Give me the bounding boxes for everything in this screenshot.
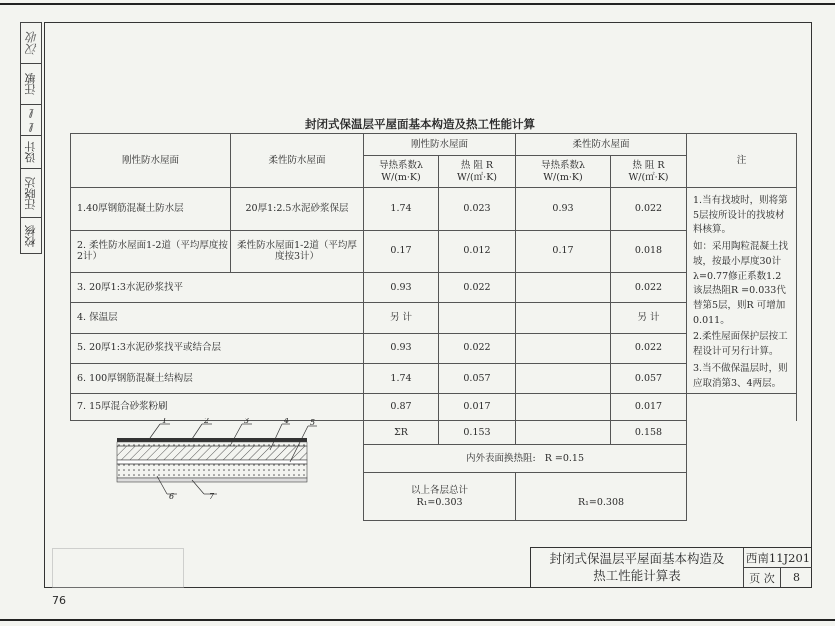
roof-section-diagram (112, 418, 322, 500)
drawing-name: 封闭式保温层平屋面基本构造及 热工性能计算表 (531, 548, 744, 587)
layer-5 (117, 460, 307, 464)
header-rigid: 刚性防水屋面 (71, 134, 231, 188)
header-flexible-group: 柔性防水屋面 (516, 134, 687, 156)
total-flexible: R₁=0.308 (577, 496, 625, 508)
label-6: 6 (169, 492, 175, 500)
header-lambda-rigid: 导热系数λ W/(m·K) (364, 156, 439, 188)
strip-item-wangmin: 汪敏 (21, 64, 41, 105)
label-7: 7 (209, 492, 215, 500)
notes-cell (687, 188, 797, 394)
surface-label: 内外表面换热阻: (465, 452, 536, 464)
layer-6 (117, 464, 307, 478)
label-3: 3 (244, 418, 250, 425)
strip-item-check: 校核 (24, 224, 37, 247)
table-row: 4. 保温层 另 计 另 计 (71, 303, 797, 333)
table-row: 7. 15厚混合砂浆粉刷 0.87 0.017 0.017 (71, 394, 797, 421)
header-r-flexible: 热 阻 R W/(㎡·K) (611, 156, 687, 188)
label-1: 1 (162, 418, 168, 425)
approval-strip (20, 22, 42, 254)
header-lambda-flexible: 导热系数λ W/(m·K) (516, 156, 611, 188)
table-row: 3. 20厚1:3水泥砂浆找平 0.93 0.022 0.022 (71, 273, 797, 303)
total-rigid: R₁=0.303 (416, 496, 463, 508)
table-row: 2. 柔性防水屋面1-2道（平均厚度按2计） 柔性防水屋面1-2道（平均厚度按3计） 0.17 0.012 0.17 0.018 (71, 230, 797, 273)
label-2: 2 (204, 418, 210, 425)
label-4: 4 (284, 418, 290, 425)
title-block (530, 547, 812, 588)
table-row: 5. 20厚1:3水泥砂浆找平或结合层 0.93 0.022 0.022 (71, 333, 797, 363)
header-row-1 (71, 134, 797, 156)
header-note: 注 (687, 134, 797, 188)
atlas-code: 西南11J201 (744, 548, 812, 568)
table-row: 6. 100厚钢筋混凝土结构层 1.74 0.057 0.057 (71, 364, 797, 394)
strip-item-design: 设计 (21, 136, 41, 169)
top-rule (0, 3, 835, 5)
faded-stamp (52, 548, 184, 588)
note-2: 2.柔性屋面保护层按工程设计可另行计算。 (693, 331, 788, 358)
surface-value: R =0.15 (544, 452, 585, 464)
header-r-rigid: 热 阻 R W/(㎡·K) (439, 156, 516, 188)
sum-row: ΣR 0.153 0.158 (71, 421, 797, 445)
layer-insulation (117, 446, 307, 460)
note-3: 3.当不做保温层时，则应取消第3、4两层。 (693, 362, 788, 389)
layer-7 (117, 478, 307, 482)
page-number: 76 (52, 594, 66, 607)
label-5: 5 (310, 418, 316, 427)
header-flexible: 柔性防水屋面 (231, 134, 364, 188)
note-1-example: 如：采用陶粒混凝土找坡，按最小厚度30计λ=0.77修正系数1.2该层热阻R =0.033代替第5层，则R 可增加0.011。 (693, 241, 789, 326)
total-label: 以上各层总计 (410, 484, 468, 496)
page-value: 8 (793, 571, 800, 584)
table-title: 封闭式保温层平屋面基本构造及热工性能计算 (305, 117, 535, 131)
page-label: 页 次 (744, 568, 781, 587)
signature-2: ℓℓ (21, 105, 41, 136)
layer-1 (117, 438, 307, 442)
signature-1: 汉收 (21, 23, 41, 64)
strip-item-wangxiaoda: 汪晓达 (21, 169, 41, 218)
header-rigid-group: 刚性防水屋面 (364, 134, 516, 156)
layer-2 (117, 442, 307, 446)
table-row: 1.40厚钢筋混凝土防水层 20厚1:2.5水泥砂浆保层 1.74 0.023 0.93 0.022 1.当有找坡时，则将第5层按所设计的找坡材料核算。 如：采用陶粒混凝土找坡，按最小厚度30计λ=0.77修正系数1.2该层热阻R =0.033代替第5层，则R 可增加0.011。 2.柔性屋面保护层按工程设计可另行计算。 3.当不做保温层时，则应取消第3、4两层。 (71, 188, 797, 231)
bottom-rule (0, 619, 835, 621)
note-1: 1.当有找坡时，则将第5层按所设计的找坡材料核算。 (693, 195, 788, 236)
